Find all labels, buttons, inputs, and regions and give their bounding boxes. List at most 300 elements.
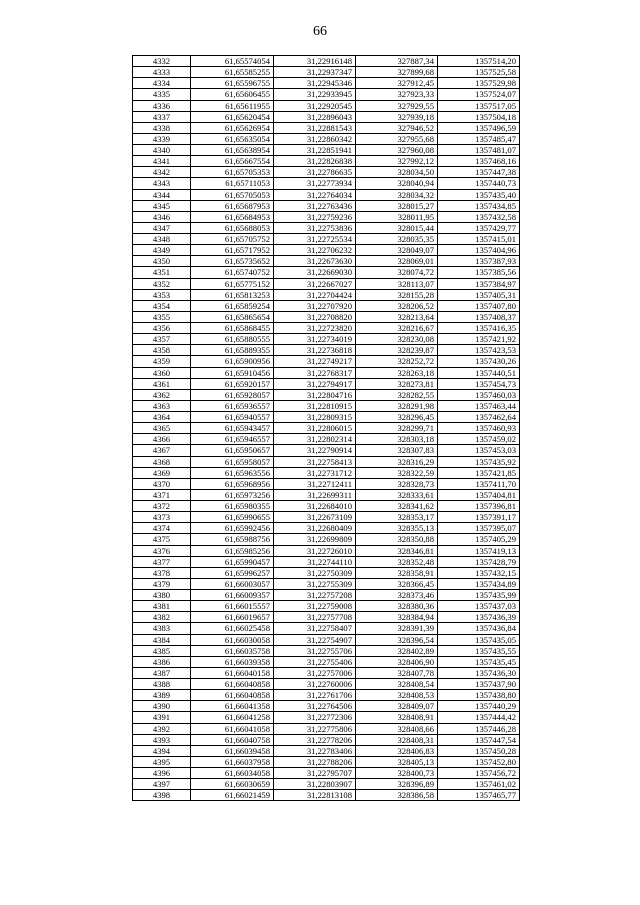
point-number-cell: 4365 <box>133 423 191 434</box>
table-row <box>133 167 520 178</box>
y-coordinate-cell: 1357415,01 <box>438 234 520 245</box>
longitude-cell: 31,22758407 <box>274 623 356 634</box>
longitude-cell: 31,22744110 <box>274 556 356 567</box>
longitude-cell: 31,22704424 <box>274 289 356 300</box>
table-row <box>133 289 520 300</box>
x-coordinate-cell: 328409,07 <box>356 701 438 712</box>
point-number-cell: 4351 <box>133 267 191 278</box>
latitude-cell: 61,65813253 <box>191 289 274 300</box>
table-row <box>133 100 520 111</box>
y-coordinate-cell: 1357429,77 <box>438 222 520 233</box>
point-number-cell: 4369 <box>133 467 191 478</box>
latitude-cell: 61,66040858 <box>191 690 274 701</box>
table-row <box>133 278 520 289</box>
point-number-cell: 4387 <box>133 667 191 678</box>
x-coordinate-cell: 328263,18 <box>356 367 438 378</box>
y-coordinate-cell: 1357462,64 <box>438 412 520 423</box>
latitude-cell: 61,65688053 <box>191 222 274 233</box>
x-coordinate-cell: 328333,61 <box>356 489 438 500</box>
latitude-cell: 61,65740752 <box>191 267 274 278</box>
y-coordinate-cell: 1357436,39 <box>438 612 520 623</box>
y-coordinate-cell: 1357391,17 <box>438 512 520 523</box>
table-row <box>133 634 520 645</box>
longitude-cell: 31,22755309 <box>274 578 356 589</box>
point-number-cell: 4374 <box>133 523 191 534</box>
point-number-cell: 4392 <box>133 723 191 734</box>
longitude-cell: 31,22802314 <box>274 434 356 445</box>
table-row <box>133 178 520 189</box>
y-coordinate-cell: 1357437,90 <box>438 679 520 690</box>
x-coordinate-cell: 328346,81 <box>356 545 438 556</box>
y-coordinate-cell: 1357435,45 <box>438 656 520 667</box>
x-coordinate-cell: 328303,18 <box>356 434 438 445</box>
latitude-cell: 61,66030058 <box>191 634 274 645</box>
y-coordinate-cell: 1357468,16 <box>438 156 520 167</box>
latitude-cell: 61,65900956 <box>191 356 274 367</box>
y-coordinate-cell: 1357460,03 <box>438 389 520 400</box>
x-coordinate-cell: 328291,98 <box>356 400 438 411</box>
point-number-cell: 4383 <box>133 623 191 634</box>
point-number-cell: 4362 <box>133 389 191 400</box>
longitude-cell: 31,22788206 <box>274 756 356 767</box>
y-coordinate-cell: 1357514,20 <box>438 56 520 67</box>
latitude-cell: 61,65717952 <box>191 245 274 256</box>
x-coordinate-cell: 328402,89 <box>356 645 438 656</box>
longitude-cell: 31,22755406 <box>274 656 356 667</box>
longitude-cell: 31,22734019 <box>274 334 356 345</box>
point-number-cell: 4343 <box>133 178 191 189</box>
y-coordinate-cell: 1357423,53 <box>438 345 520 356</box>
point-number-cell: 4334 <box>133 78 191 89</box>
y-coordinate-cell: 1357404,96 <box>438 245 520 256</box>
x-coordinate-cell: 328034,50 <box>356 167 438 178</box>
table-row <box>133 578 520 589</box>
longitude-cell: 31,22673630 <box>274 256 356 267</box>
point-number-cell: 4385 <box>133 645 191 656</box>
longitude-cell: 31,22810915 <box>274 400 356 411</box>
y-coordinate-cell: 1357384,97 <box>438 278 520 289</box>
latitude-cell: 61,65711053 <box>191 178 274 189</box>
latitude-cell: 61,65992456 <box>191 523 274 534</box>
y-coordinate-cell: 1357435,99 <box>438 590 520 601</box>
x-coordinate-cell: 328252,72 <box>356 356 438 367</box>
table-row <box>133 400 520 411</box>
table-row <box>133 378 520 389</box>
latitude-cell: 61,65574054 <box>191 56 274 67</box>
latitude-cell: 61,65705053 <box>191 189 274 200</box>
longitude-cell: 31,22680409 <box>274 523 356 534</box>
y-coordinate-cell: 1357421,85 <box>438 467 520 478</box>
y-coordinate-cell: 1357440,29 <box>438 701 520 712</box>
y-coordinate-cell: 1357440,73 <box>438 178 520 189</box>
table-row <box>133 679 520 690</box>
table-row <box>133 300 520 311</box>
longitude-cell: 31,22736818 <box>274 345 356 356</box>
longitude-cell: 31,22759236 <box>274 211 356 222</box>
y-coordinate-cell: 1357434,85 <box>438 200 520 211</box>
y-coordinate-cell: 1357463,44 <box>438 400 520 411</box>
latitude-cell: 61,65638954 <box>191 145 274 156</box>
y-coordinate-cell: 1357396,81 <box>438 501 520 512</box>
latitude-cell: 61,66040158 <box>191 667 274 678</box>
point-number-cell: 4349 <box>133 245 191 256</box>
point-number-cell: 4359 <box>133 356 191 367</box>
longitude-cell: 31,22761706 <box>274 690 356 701</box>
table-row <box>133 89 520 100</box>
x-coordinate-cell: 327887,34 <box>356 56 438 67</box>
latitude-cell: 61,65946557 <box>191 434 274 445</box>
table-row <box>133 222 520 233</box>
table-row <box>133 67 520 78</box>
latitude-cell: 61,65920157 <box>191 378 274 389</box>
table-row <box>133 133 520 144</box>
longitude-cell: 31,22813108 <box>274 790 356 801</box>
table-row <box>133 311 520 322</box>
longitude-cell: 31,22783406 <box>274 745 356 756</box>
latitude-cell: 61,66025458 <box>191 623 274 634</box>
latitude-cell: 61,65705353 <box>191 167 274 178</box>
x-coordinate-cell: 328035,35 <box>356 234 438 245</box>
x-coordinate-cell: 328316,29 <box>356 456 438 467</box>
point-number-cell: 4391 <box>133 712 191 723</box>
table-row <box>133 690 520 701</box>
point-number-cell: 4388 <box>133 679 191 690</box>
table-row <box>133 267 520 278</box>
x-coordinate-cell: 327955,68 <box>356 133 438 144</box>
table-row <box>133 734 520 745</box>
y-coordinate-cell: 1357419,13 <box>438 545 520 556</box>
y-coordinate-cell: 1357444,42 <box>438 712 520 723</box>
y-coordinate-cell: 1357450,28 <box>438 745 520 756</box>
longitude-cell: 31,22760006 <box>274 679 356 690</box>
point-number-cell: 4395 <box>133 756 191 767</box>
table-row <box>133 256 520 267</box>
longitude-cell: 31,22708820 <box>274 311 356 322</box>
x-coordinate-cell: 328358,91 <box>356 567 438 578</box>
x-coordinate-cell: 328366,45 <box>356 578 438 589</box>
point-number-cell: 4368 <box>133 456 191 467</box>
latitude-cell: 61,66040758 <box>191 734 274 745</box>
y-coordinate-cell: 1357481,07 <box>438 145 520 156</box>
table-row <box>133 111 520 122</box>
x-coordinate-cell: 328328,73 <box>356 478 438 489</box>
latitude-cell: 61,65880555 <box>191 334 274 345</box>
latitude-cell: 61,66003057 <box>191 578 274 589</box>
longitude-cell: 31,22726010 <box>274 545 356 556</box>
latitude-cell: 61,65889355 <box>191 345 274 356</box>
x-coordinate-cell: 328406,90 <box>356 656 438 667</box>
y-coordinate-cell: 1357436,30 <box>438 667 520 678</box>
x-coordinate-cell: 328405,13 <box>356 756 438 767</box>
x-coordinate-cell: 327960,08 <box>356 145 438 156</box>
table-row <box>133 656 520 667</box>
y-coordinate-cell: 1357461,02 <box>438 779 520 790</box>
latitude-cell: 61,65667554 <box>191 156 274 167</box>
longitude-cell: 31,22669030 <box>274 267 356 278</box>
table-row <box>133 712 520 723</box>
y-coordinate-cell: 1357460,93 <box>438 423 520 434</box>
x-coordinate-cell: 328373,46 <box>356 590 438 601</box>
x-coordinate-cell: 327939,18 <box>356 111 438 122</box>
longitude-cell: 31,22933945 <box>274 89 356 100</box>
table-row <box>133 545 520 556</box>
point-number-cell: 4360 <box>133 367 191 378</box>
table-row <box>133 489 520 500</box>
table-row <box>133 245 520 256</box>
longitude-cell: 31,22706232 <box>274 245 356 256</box>
latitude-cell: 61,65985256 <box>191 545 274 556</box>
x-coordinate-cell: 328396,54 <box>356 634 438 645</box>
table-row <box>133 122 520 133</box>
longitude-cell: 31,22772306 <box>274 712 356 723</box>
y-coordinate-cell: 1357404,81 <box>438 489 520 500</box>
longitude-cell: 31,22667027 <box>274 278 356 289</box>
latitude-cell: 61,66041358 <box>191 701 274 712</box>
coordinates-table-body <box>133 56 520 801</box>
point-number-cell: 4357 <box>133 334 191 345</box>
point-number-cell: 4396 <box>133 768 191 779</box>
table-row <box>133 756 520 767</box>
longitude-cell: 31,22731712 <box>274 467 356 478</box>
x-coordinate-cell: 328386,58 <box>356 790 438 801</box>
table-row <box>133 768 520 779</box>
point-number-cell: 4397 <box>133 779 191 790</box>
longitude-cell: 31,22916148 <box>274 56 356 67</box>
x-coordinate-cell: 328155,28 <box>356 289 438 300</box>
y-coordinate-cell: 1357517,05 <box>438 100 520 111</box>
y-coordinate-cell: 1357440,51 <box>438 367 520 378</box>
x-coordinate-cell: 328273,81 <box>356 378 438 389</box>
longitude-cell: 31,22860342 <box>274 133 356 144</box>
point-number-cell: 4361 <box>133 378 191 389</box>
x-coordinate-cell: 328407,78 <box>356 667 438 678</box>
x-coordinate-cell: 328069,01 <box>356 256 438 267</box>
longitude-cell: 31,22755706 <box>274 645 356 656</box>
y-coordinate-cell: 1357435,55 <box>438 645 520 656</box>
table-row <box>133 645 520 656</box>
longitude-cell: 31,22794917 <box>274 378 356 389</box>
y-coordinate-cell: 1357405,29 <box>438 534 520 545</box>
point-number-cell: 4384 <box>133 634 191 645</box>
latitude-cell: 61,65635054 <box>191 133 274 144</box>
latitude-cell: 61,66019657 <box>191 612 274 623</box>
point-number-cell: 4363 <box>133 400 191 411</box>
y-coordinate-cell: 1357446,28 <box>438 723 520 734</box>
table-row <box>133 189 520 200</box>
x-coordinate-cell: 328034,32 <box>356 189 438 200</box>
table-row <box>133 745 520 756</box>
longitude-cell: 31,22750309 <box>274 567 356 578</box>
latitude-cell: 61,65705752 <box>191 234 274 245</box>
table-row <box>133 501 520 512</box>
table-row <box>133 779 520 790</box>
point-number-cell: 4375 <box>133 534 191 545</box>
y-coordinate-cell: 1357447,54 <box>438 734 520 745</box>
table-row <box>133 211 520 222</box>
y-coordinate-cell: 1357456,72 <box>438 768 520 779</box>
point-number-cell: 4332 <box>133 56 191 67</box>
latitude-cell: 61,66039458 <box>191 745 274 756</box>
table-row <box>133 790 520 801</box>
latitude-cell: 61,65996257 <box>191 567 274 578</box>
latitude-cell: 61,65606455 <box>191 89 274 100</box>
longitude-cell: 31,22699311 <box>274 489 356 500</box>
point-number-cell: 4335 <box>133 89 191 100</box>
longitude-cell: 31,22768317 <box>274 367 356 378</box>
latitude-cell: 61,65585255 <box>191 67 274 78</box>
latitude-cell: 61,65928057 <box>191 389 274 400</box>
point-number-cell: 4378 <box>133 567 191 578</box>
y-coordinate-cell: 1357385,56 <box>438 267 520 278</box>
x-coordinate-cell: 328408,54 <box>356 679 438 690</box>
latitude-cell: 61,65990655 <box>191 512 274 523</box>
table-row <box>133 456 520 467</box>
x-coordinate-cell: 328296,45 <box>356 412 438 423</box>
longitude-cell: 31,22758413 <box>274 456 356 467</box>
y-coordinate-cell: 1357428,79 <box>438 556 520 567</box>
table-row <box>133 601 520 612</box>
latitude-cell: 61,66040858 <box>191 679 274 690</box>
latitude-cell: 61,65963556 <box>191 467 274 478</box>
point-number-cell: 4347 <box>133 222 191 233</box>
point-number-cell: 4355 <box>133 311 191 322</box>
y-coordinate-cell: 1357405,31 <box>438 289 520 300</box>
longitude-cell: 31,22851941 <box>274 145 356 156</box>
y-coordinate-cell: 1357459,02 <box>438 434 520 445</box>
x-coordinate-cell: 328040,94 <box>356 178 438 189</box>
x-coordinate-cell: 328307,83 <box>356 445 438 456</box>
x-coordinate-cell: 328015,44 <box>356 222 438 233</box>
longitude-cell: 31,22937347 <box>274 67 356 78</box>
y-coordinate-cell: 1357435,05 <box>438 634 520 645</box>
y-coordinate-cell: 1357437,03 <box>438 601 520 612</box>
table-row <box>133 367 520 378</box>
latitude-cell: 61,65868455 <box>191 323 274 334</box>
y-coordinate-cell: 1357524,07 <box>438 89 520 100</box>
point-number-cell: 4373 <box>133 512 191 523</box>
y-coordinate-cell: 1357436,84 <box>438 623 520 634</box>
table-row <box>133 723 520 734</box>
y-coordinate-cell: 1357453,03 <box>438 445 520 456</box>
y-coordinate-cell: 1357496,59 <box>438 122 520 133</box>
table-row <box>133 234 520 245</box>
latitude-cell: 61,66041058 <box>191 723 274 734</box>
point-number-cell: 4356 <box>133 323 191 334</box>
longitude-cell: 31,22707920 <box>274 300 356 311</box>
table-row <box>133 334 520 345</box>
x-coordinate-cell: 328213,64 <box>356 311 438 322</box>
page-number: 66 <box>313 24 327 39</box>
y-coordinate-cell: 1357407,80 <box>438 300 520 311</box>
point-number-cell: 4353 <box>133 289 191 300</box>
table-row <box>133 478 520 489</box>
point-number-cell: 4398 <box>133 790 191 801</box>
table-row <box>133 345 520 356</box>
y-coordinate-cell: 1357416,35 <box>438 323 520 334</box>
latitude-cell: 61,65988756 <box>191 534 274 545</box>
latitude-cell: 61,66037958 <box>191 756 274 767</box>
x-coordinate-cell: 328206,52 <box>356 300 438 311</box>
table-row <box>133 156 520 167</box>
x-coordinate-cell: 328015,27 <box>356 200 438 211</box>
y-coordinate-cell: 1357432,58 <box>438 211 520 222</box>
longitude-cell: 31,22723820 <box>274 323 356 334</box>
y-coordinate-cell: 1357435,40 <box>438 189 520 200</box>
point-number-cell: 4380 <box>133 590 191 601</box>
latitude-cell: 61,66039358 <box>191 656 274 667</box>
y-coordinate-cell: 1357421,92 <box>438 334 520 345</box>
latitude-cell: 61,66021459 <box>191 790 274 801</box>
table-row <box>133 78 520 89</box>
y-coordinate-cell: 1357395,07 <box>438 523 520 534</box>
latitude-cell: 61,65990457 <box>191 556 274 567</box>
x-coordinate-cell: 328408,31 <box>356 734 438 745</box>
point-number-cell: 4352 <box>133 278 191 289</box>
point-number-cell: 4372 <box>133 501 191 512</box>
table-row <box>133 567 520 578</box>
latitude-cell: 61,65940557 <box>191 412 274 423</box>
longitude-cell: 31,22795707 <box>274 768 356 779</box>
longitude-cell: 31,22757208 <box>274 590 356 601</box>
latitude-cell: 61,65936557 <box>191 400 274 411</box>
x-coordinate-cell: 327912,45 <box>356 78 438 89</box>
table-row <box>133 701 520 712</box>
x-coordinate-cell: 327929,55 <box>356 100 438 111</box>
y-coordinate-cell: 1357434,89 <box>438 578 520 589</box>
longitude-cell: 31,22786635 <box>274 167 356 178</box>
latitude-cell: 61,65687953 <box>191 200 274 211</box>
x-coordinate-cell: 328282,55 <box>356 389 438 400</box>
y-coordinate-cell: 1357387,93 <box>438 256 520 267</box>
x-coordinate-cell: 328408,53 <box>356 690 438 701</box>
y-coordinate-cell: 1357438,80 <box>438 690 520 701</box>
x-coordinate-cell: 328400,73 <box>356 768 438 779</box>
x-coordinate-cell: 328322,59 <box>356 467 438 478</box>
latitude-cell: 61,66041258 <box>191 712 274 723</box>
latitude-cell: 61,66009357 <box>191 590 274 601</box>
longitude-cell: 31,22753836 <box>274 222 356 233</box>
longitude-cell: 31,22757708 <box>274 612 356 623</box>
x-coordinate-cell: 328049,07 <box>356 245 438 256</box>
point-number-cell: 4344 <box>133 189 191 200</box>
longitude-cell: 31,22945346 <box>274 78 356 89</box>
point-number-cell: 4366 <box>133 434 191 445</box>
point-number-cell: 4376 <box>133 545 191 556</box>
table-row <box>133 145 520 156</box>
longitude-cell: 31,22896043 <box>274 111 356 122</box>
table-row <box>133 445 520 456</box>
latitude-cell: 61,65943457 <box>191 423 274 434</box>
longitude-cell: 31,22699809 <box>274 534 356 545</box>
latitude-cell: 61,66034058 <box>191 768 274 779</box>
x-coordinate-cell: 328353,17 <box>356 512 438 523</box>
point-number-cell: 4346 <box>133 211 191 222</box>
point-number-cell: 4382 <box>133 612 191 623</box>
point-number-cell: 4348 <box>133 234 191 245</box>
point-number-cell: 4379 <box>133 578 191 589</box>
table-row <box>133 534 520 545</box>
x-coordinate-cell: 327946,52 <box>356 122 438 133</box>
table-row <box>133 356 520 367</box>
y-coordinate-cell: 1357465,77 <box>438 790 520 801</box>
longitude-cell: 31,22778206 <box>274 734 356 745</box>
x-coordinate-cell: 328341,62 <box>356 501 438 512</box>
point-number-cell: 4390 <box>133 701 191 712</box>
longitude-cell: 31,22763436 <box>274 200 356 211</box>
latitude-cell: 61,65968956 <box>191 478 274 489</box>
longitude-cell: 31,22684010 <box>274 501 356 512</box>
table-row <box>133 667 520 678</box>
